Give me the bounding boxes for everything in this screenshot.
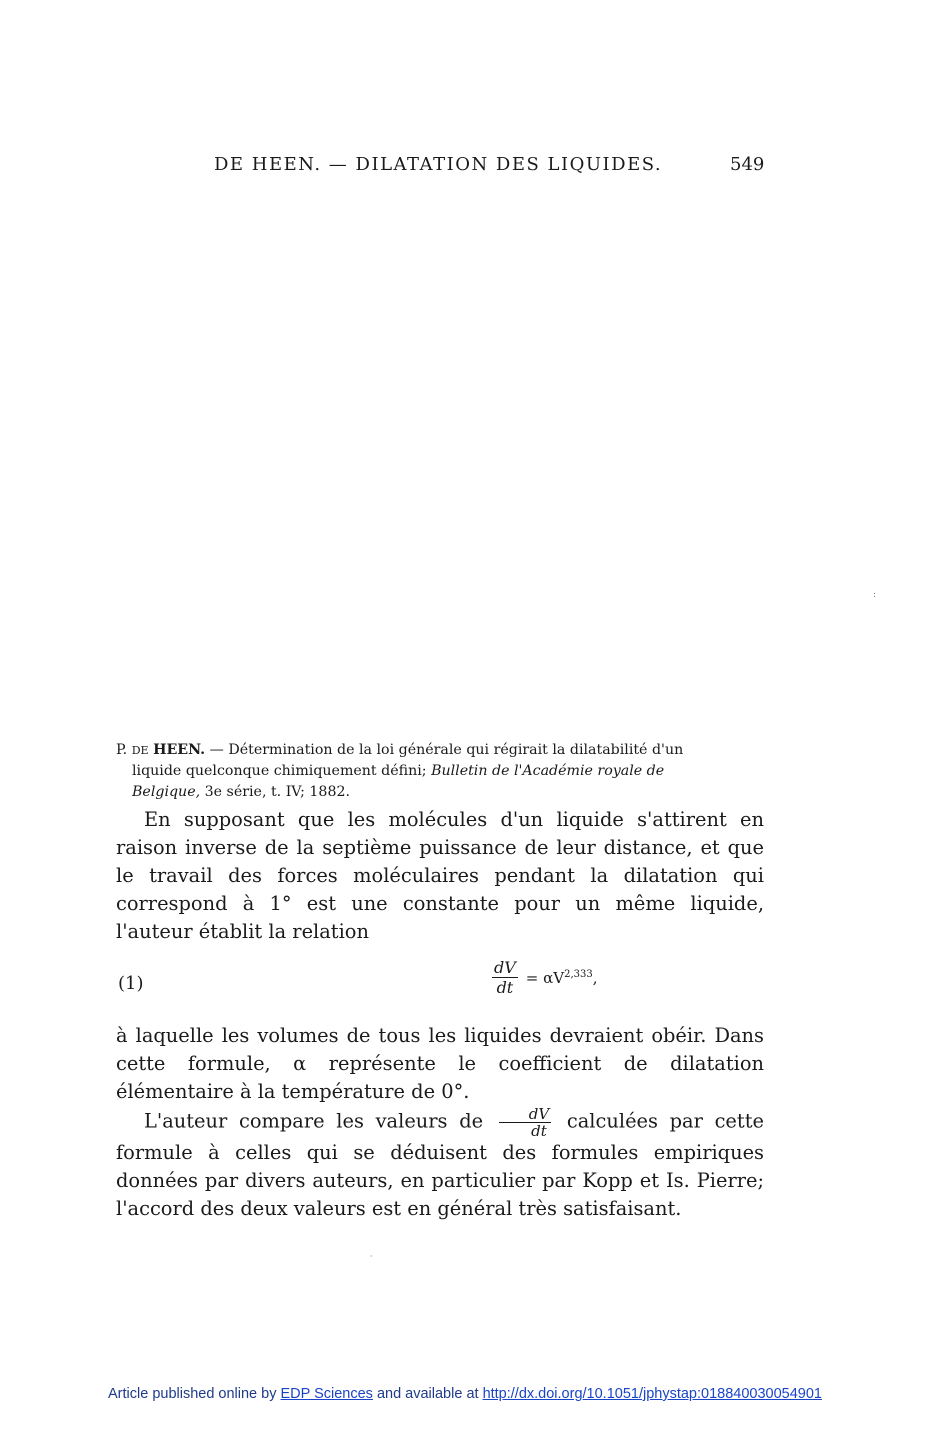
equation-body	[492, 958, 598, 997]
equation-fraction	[492, 958, 518, 997]
author-particle: DE	[131, 744, 149, 757]
publication-footer	[0, 1386, 930, 1402]
equation-trailing: ,	[592, 968, 598, 987]
paragraph-3	[116, 1106, 764, 1223]
paragraph-3-before: L'auteur compare les valeurs de	[144, 1109, 484, 1133]
equation-exponent: 2,333	[564, 968, 593, 980]
equation-1	[116, 958, 764, 1008]
footer-middle: and available at	[376, 1386, 479, 1402]
inline-fraction-denominator: dt	[531, 1122, 547, 1140]
inline-fraction	[499, 1106, 551, 1139]
reference-line-1	[116, 740, 764, 761]
scan-mark: :	[873, 590, 877, 600]
reference-title: Détermination de la loi générale qui régirait la dilatabilité d'un	[228, 742, 684, 758]
equation-rhs-text: = αV	[525, 968, 565, 987]
inline-fraction-numerator: dV	[499, 1106, 551, 1123]
paragraph-2: à laquelle les volumes de tous les liquides devraient obéir. Dans cette formule, α représente le coefficient de dilatation élémentaire à la température de 0°.	[116, 1024, 764, 1103]
fraction-numerator: dV	[494, 958, 516, 977]
footer-prefix: Article published online by	[108, 1386, 277, 1402]
page-number: 549	[730, 154, 765, 175]
running-head: DE HEEN. — DILATATION DES LIQUIDES.	[214, 154, 663, 175]
doi-link[interactable]: http://dx.doi.org/10.1051/jphystap:018840030054901	[482, 1386, 822, 1402]
paragraph-3-after: calculées par cette formule à celles qui se déduisent des formules empiriques données par divers auteurs, en particulier par Kopp et Is. Pierre; l'accord des deux valeurs est en général très satisfaisant.	[116, 1109, 764, 1220]
author-name: HEEN.	[153, 742, 206, 758]
journal-series: 3e série, t. IV; 1882.	[204, 784, 351, 800]
reference-title-cont: liquide quelconque chimiquement défini;	[132, 763, 427, 779]
fraction-denominator: dt	[496, 978, 514, 997]
journal-name-cont: Belgique,	[132, 784, 201, 800]
journal-name: Bulletin de l'Académie royale de	[431, 763, 665, 779]
bibliographic-reference	[116, 740, 764, 803]
equation-number: (1)	[118, 973, 144, 994]
publisher-link[interactable]: EDP Sciences	[280, 1386, 373, 1402]
equation-rhs	[526, 969, 598, 987]
author-initial: P.	[116, 742, 128, 758]
paragraph-1: En supposant que les molécules d'un liquide s'attirent en raison inverse de la septième puissance de leur distance, et que le travail des forces moléculaires pendant la dilatation qui correspond à 1° est une constante pour un même liquide, l'auteur établit la relation	[116, 808, 764, 943]
reference-line-3	[116, 782, 764, 803]
reference-dash: —	[209, 742, 224, 758]
reference-line-2	[116, 761, 764, 782]
scan-dot: ·	[370, 1252, 373, 1261]
